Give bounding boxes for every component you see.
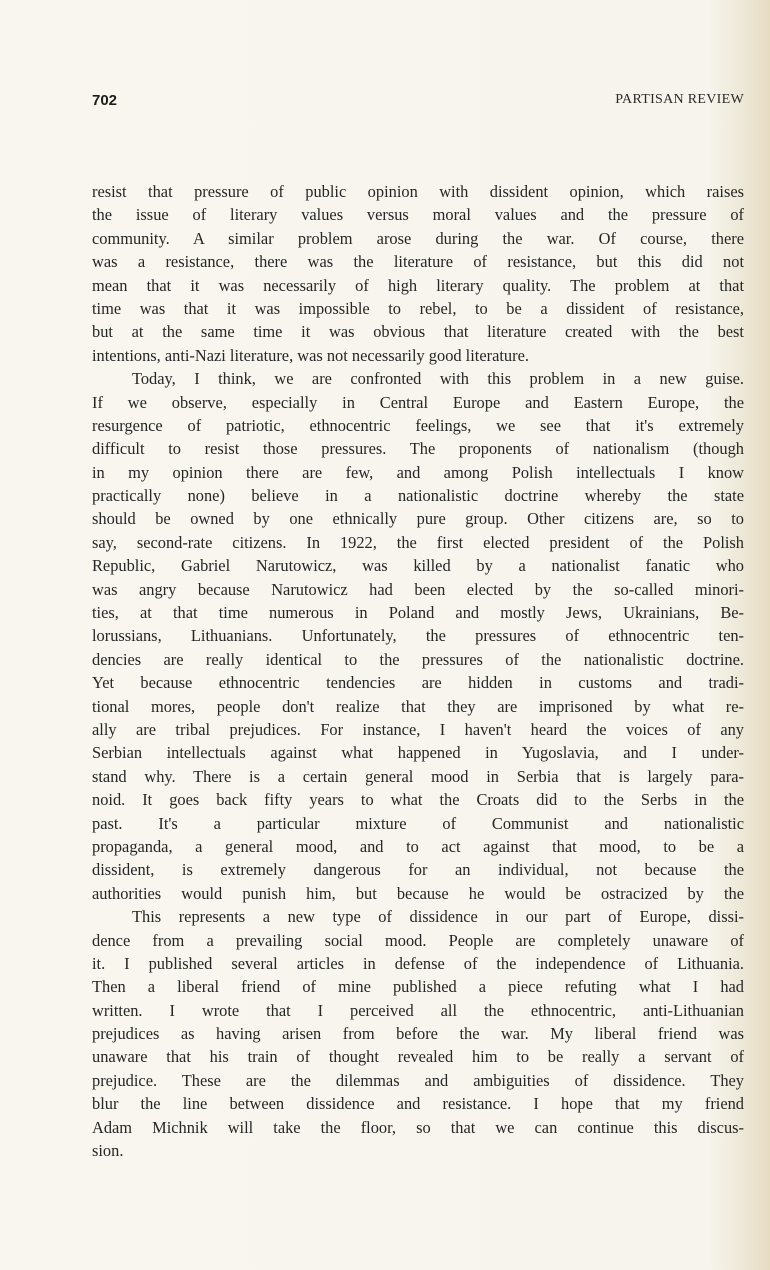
text-line: Today, I think, we are confronted with this problem in a new guise. — [132, 369, 744, 389]
running-header — [92, 92, 744, 114]
text-line: written. I wrote that I perceived all the ethnocentric, anti-Lithuanian — [92, 1000, 744, 1020]
text-line: Adam Michnik will take the floor, so that we can continue this discus- — [92, 1117, 744, 1137]
text-line: Republic, Gabriel Narutowicz, was killed by a nationalist fanatic who — [92, 556, 744, 576]
text-line: resist that pressure of public opinion with dissident opinion, which raises — [92, 182, 744, 201]
text-line: propaganda, a general mood, and to act against that mood, to be a — [92, 836, 744, 856]
text-line: but at the same time it was obvious that literature created with the best — [92, 322, 744, 342]
text-line: difficult to resist those pressures. The proponents of nationalism (though — [92, 439, 744, 459]
text-line: should be owned by one ethnically pure group. Other citizens are, so to — [92, 509, 744, 529]
text-line: lorussians, Lithuanians. Unfortunately, the pressures of ethnocentric ten- — [92, 626, 744, 646]
text-line: mean that it was necessarily of high literary quality. The problem at that — [92, 275, 744, 295]
text-line: prejudice. These are the dilemmas and ambiguities of dissidence. They — [92, 1070, 744, 1090]
text-line: authorities would punish him, but because he would be ostracized by the — [92, 883, 744, 903]
text-line: Yet because ethnocentric tendencies are hidden in customs and tradi- — [92, 673, 744, 693]
text-line: dissident, is extremely dangerous for an individual, not because the — [92, 860, 744, 880]
text-line: Then a liberal friend of mine published a piece refuting what I had — [92, 977, 744, 997]
text-line: stand why. There is a certain general mood in Serbia that is largely para- — [92, 766, 744, 786]
text-line: blur the line between dissidence and resistance. I hope that my friend — [92, 1094, 744, 1114]
text-line: Serbian intellectuals against what happened in Yugoslavia, and I under- — [92, 743, 744, 763]
text-line: past. It's a particular mixture of Communist and nationalistic — [92, 813, 744, 833]
text-line: sion. — [92, 1141, 124, 1161]
text-line: practically none) believe in a nationalistic doctrine whereby the state — [92, 486, 744, 506]
text-line: say, second-rate citizens. In 1922, the first elected president of the Polish — [92, 532, 744, 552]
page-number: 702 — [92, 92, 118, 109]
text-line: was angry because Narutowicz had been elected by the so-called minori- — [92, 579, 744, 599]
text-line: ties, at that time numerous in Poland and mostly Jews, Ukrainians, Be- — [92, 603, 744, 623]
text-line: time was that it was impossible to rebel, to be a dissident of resistance, — [92, 298, 744, 318]
text-line: dence from a prevailing social mood. People are completely unaware of — [92, 930, 744, 950]
text-line: ally are tribal prejudices. For instance, I haven't heard the voices of any — [92, 719, 744, 739]
text-line: resurgence of patriotic, ethnocentric feelings, we see that it's extremely — [92, 415, 744, 435]
text-line: intentions, anti-Nazi literature, was not necessarily good literature. — [92, 345, 529, 365]
text-line: If we observe, especially in Central Europe and Eastern Europe, the — [92, 392, 744, 412]
text-line: the issue of literary values versus moral values and the pressure of — [92, 205, 744, 225]
text-line: prejudices as having arisen from before the war. My liberal friend was — [92, 1024, 744, 1044]
text-line: This represents a new type of dissidence in our part of Europe, dissi- — [132, 907, 744, 927]
text-line: was a resistance, there was the literature of resistance, but this did not — [92, 252, 744, 272]
text-line: community. A similar problem arose during the war. Of course, there — [92, 228, 744, 248]
text-line: dencies are really identical to the pressures of the nationalistic doctrine. — [92, 649, 744, 669]
text-line: noid. It goes back fifty years to what the Croats did to the Serbs in the — [92, 790, 744, 810]
text-line: it. I published several articles in defense of the independence of Lithuania. — [92, 953, 744, 973]
text-line: in my opinion there are few, and among Polish intellectuals I know — [92, 462, 744, 482]
text-line: tional mores, people don't realize that they are imprisoned by what re- — [92, 696, 744, 716]
text-line: unaware that his train of thought revealed him to be really a servant of — [92, 1047, 744, 1067]
body-text — [92, 180, 744, 1162]
journal-title: PARTISAN REVIEW — [615, 92, 744, 107]
